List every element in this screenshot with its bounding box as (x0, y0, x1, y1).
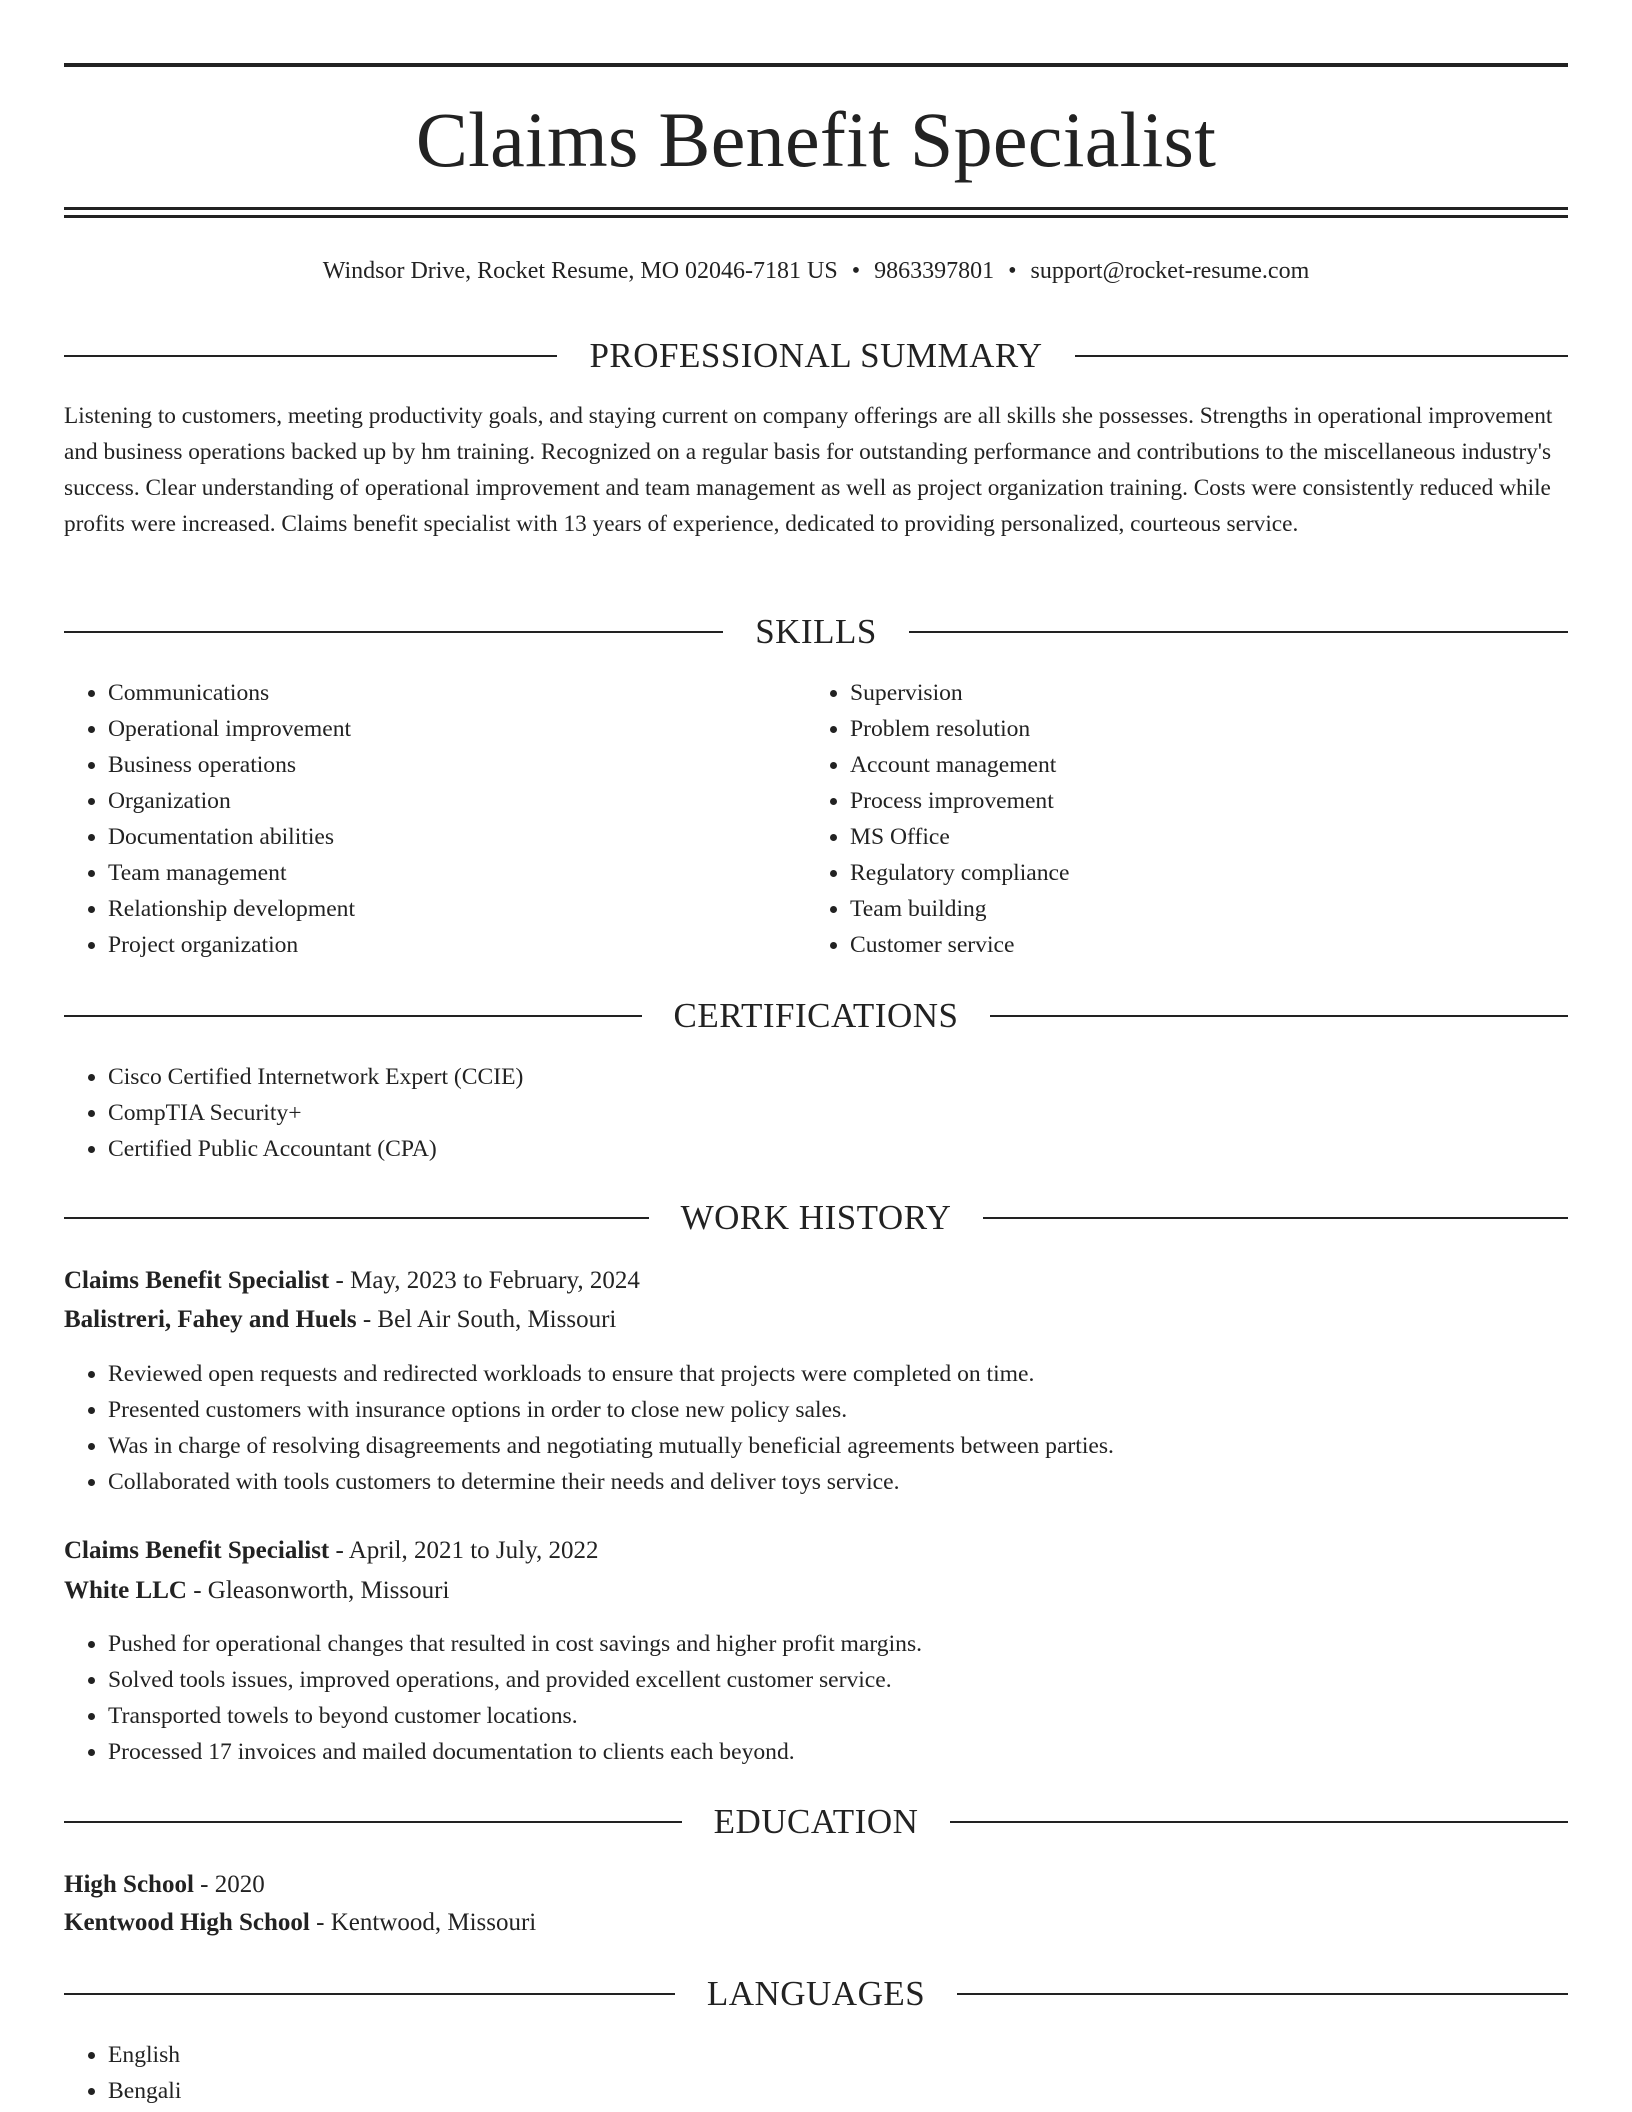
education-year: - 2020 (193, 1871, 265, 1898)
skill-item: • Supervision (850, 675, 1550, 711)
job-company-line (64, 1572, 1568, 1610)
certification-item: • Certified Public Accountant (CPA) (108, 1131, 1508, 1167)
section-title: EDUCATION (713, 1802, 919, 1841)
job-title-line (64, 1532, 1568, 1570)
languages-list (64, 2037, 1508, 2109)
job-bullet: • Presented customers with insurance options in order to close new policy sales. (108, 1392, 1568, 1428)
section-title: LANGUAGES (706, 1974, 926, 2013)
skill-item: • Regulatory compliance (850, 855, 1550, 891)
job-location: - Bel Air South, Missouri (356, 1306, 617, 1333)
job-dates: - April, 2021 to July, 2022 (329, 1537, 599, 1564)
section-title: PROFESSIONAL SUMMARY (589, 336, 1043, 375)
contact-line (64, 254, 1568, 288)
section-heading-languages (64, 1972, 1568, 2016)
section-heading-education (64, 1800, 1568, 1844)
heading-rule-left (64, 1993, 675, 1995)
skill-item: • Customer service (850, 927, 1550, 963)
heading-rule-right (957, 1993, 1568, 1995)
header-top-rule (64, 63, 1568, 67)
section-heading-work-history (64, 1196, 1568, 1240)
education-school: Kentwood High School (64, 1909, 310, 1936)
job-company: White LLC (64, 1577, 187, 1604)
heading-rule-left (64, 1821, 682, 1823)
skill-item: • Relationship development (108, 891, 788, 927)
skill-item: • Account management (850, 747, 1550, 783)
certification-item: • CompTIA Security+ (108, 1095, 1508, 1131)
language-item: • English (108, 2037, 1508, 2073)
skills-list-left (64, 675, 788, 963)
skill-item: • Problem resolution (850, 711, 1550, 747)
heading-rule-right (950, 1821, 1568, 1823)
contact-email: support@rocket-resume.com (1030, 258, 1310, 284)
certification-item: • Cisco Certified Internetwork Expert (CCIE) (108, 1059, 1508, 1095)
education-location: - Kentwood, Missouri (309, 1909, 537, 1936)
skill-item: • Team management (108, 855, 788, 891)
resume-name: Claims Benefit Specialist (415, 96, 1217, 183)
certifications-list (64, 1059, 1508, 1167)
job-title: Claims Benefit Specialist (64, 1537, 330, 1564)
job-bullet: • Pushed for operational changes that resulted in cost savings and higher profit margins. (108, 1626, 1568, 1662)
section-title: WORK HISTORY (680, 1198, 952, 1237)
language-item: • Bengali (108, 2073, 1508, 2109)
skill-item: • Business operations (108, 747, 788, 783)
section-heading-summary (64, 334, 1568, 378)
education-school-line (64, 1904, 1568, 1942)
job-title-line (64, 1262, 1568, 1300)
heading-rule-right (983, 1217, 1568, 1219)
heading-rule-left (64, 1015, 642, 1017)
education-degree: High School (64, 1871, 194, 1898)
header-double-rule-upper (64, 207, 1568, 210)
section-title: CERTIFICATIONS (673, 996, 959, 1035)
job-location: - Gleasonworth, Missouri (186, 1577, 450, 1604)
job-bullet: • Reviewed open requests and redirected workloads to ensure that projects were completed on time. (108, 1356, 1568, 1392)
contact-address: Windsor Drive, Rocket Resume, MO 02046-7181 US (322, 258, 838, 284)
education-degree-line (64, 1866, 1568, 1904)
skill-item: • MS Office (850, 819, 1550, 855)
heading-rule-left (64, 631, 723, 633)
job-bullet: • Transported towels to beyond customer locations. (108, 1698, 1568, 1734)
skill-item: • Organization (108, 783, 788, 819)
contact-separator: • (851, 258, 861, 284)
job-bullet: • Solved tools issues, improved operations, and provided excellent customer service. (108, 1662, 1568, 1698)
skill-item: • Operational improvement (108, 711, 788, 747)
skill-item: • Process improvement (850, 783, 1550, 819)
job-bullet: • Was in charge of resolving disagreements and negotiating mutually beneficial agreements between parties. (108, 1428, 1568, 1464)
skill-item: • Communications (108, 675, 788, 711)
section-title: SKILLS (755, 612, 877, 651)
heading-rule-right (1075, 355, 1568, 357)
heading-rule-left (64, 1217, 649, 1219)
heading-rule-right (909, 631, 1568, 633)
job-bullets (64, 1626, 1568, 1770)
section-heading-certifications (64, 994, 1568, 1038)
job-bullets (64, 1356, 1568, 1500)
job-company-line (64, 1301, 1568, 1339)
skills-list-right (806, 675, 1550, 963)
header-double-rule-lower (64, 215, 1568, 218)
job-title: Claims Benefit Specialist (64, 1267, 330, 1294)
heading-rule-right (990, 1015, 1568, 1017)
contact-separator: • (1008, 258, 1017, 284)
skill-item: • Team building (850, 891, 1550, 927)
summary-text: Listening to customers, meeting productivity goals, and staying current on company offerings are all skills she possesses. Strengths in operational improvement and business operations backed up by hm training. Recognized on a regular basis for outstanding performance and contributions to the miscellaneous industry's success. Clear understanding of operational improvement and team management as well as project organization training. Costs were consistently reduced while profits were increased. Claims benefit specialist with 13 years of experience, dedicated to providing personalized, courteous service. (64, 403, 1553, 537)
contact-phone: 9863397801 (874, 258, 995, 284)
section-heading-skills (64, 610, 1568, 654)
job-company: Balistreri, Fahey and Huels (64, 1306, 357, 1333)
job-bullet: • Collaborated with tools customers to determine their needs and deliver toys service. (108, 1464, 1568, 1500)
skill-item: • Project organization (108, 927, 788, 963)
job-dates: - May, 2023 to February, 2024 (329, 1267, 640, 1294)
heading-rule-left (64, 355, 557, 357)
skill-item: • Documentation abilities (108, 819, 788, 855)
job-bullet: • Processed 17 invoices and mailed documentation to clients each beyond. (108, 1734, 1568, 1770)
